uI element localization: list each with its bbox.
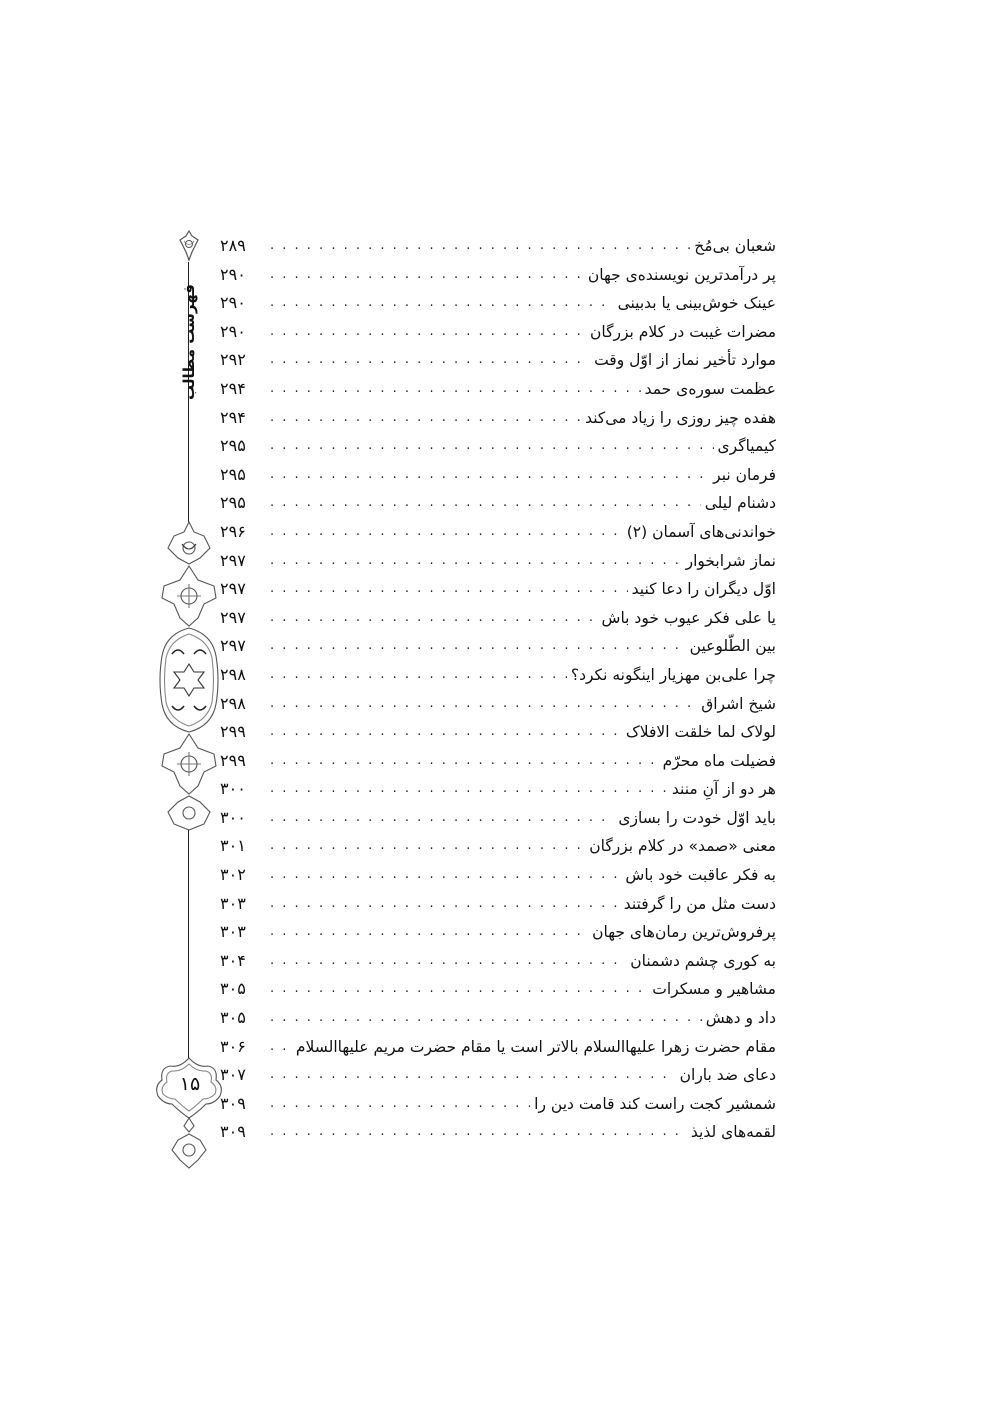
toc-entry-title: بین الطّلوعین	[689, 637, 776, 656]
toc-entry-page: ۲۹۷	[220, 550, 246, 570]
toc-entry[interactable]	[220, 918, 776, 947]
toc-entry[interactable]	[220, 489, 776, 518]
toc-entry-title: دشنام لیلی	[704, 494, 776, 513]
toc-entry-title: یا علی فکر عیوب خود باش	[601, 608, 776, 627]
leader-dots	[270, 547, 682, 576]
toc-entry-title: لولاک لما خلقت الافلاک	[625, 723, 776, 742]
toc-entry-page: ۳۰۰	[220, 807, 246, 827]
medallion-chain-ornament-icon	[154, 520, 224, 830]
toc-entry[interactable]	[220, 547, 776, 576]
toc-entry-title: خواندنی‌های آسمان (۲)	[626, 522, 776, 541]
top-finial-ornament-icon	[176, 230, 202, 264]
leader-dots	[270, 632, 686, 661]
leader-dots	[270, 575, 628, 604]
toc-entry-page: ۳۰۴	[220, 950, 246, 970]
toc-entry-page: ۲۹۷	[220, 607, 246, 627]
leader-dots	[270, 518, 623, 547]
toc-entry[interactable]	[220, 261, 776, 290]
leader-dots	[270, 404, 581, 433]
leader-dots	[270, 1033, 292, 1062]
toc-entry-page: ۲۹۸	[220, 664, 246, 684]
toc-entry-page: ۲۹۵	[220, 464, 246, 484]
toc-entry-page: ۳۰۲	[220, 865, 246, 885]
toc-entry[interactable]	[220, 604, 776, 633]
toc-entry-title: دست مثل من را گرفتند	[623, 894, 776, 913]
toc-entry-title: به کوری چشم دشمنان	[630, 951, 776, 970]
toc-entry[interactable]	[220, 318, 776, 347]
toc-entry-title: شمشیر کجت راست کند قامت دین را	[534, 1094, 776, 1113]
toc-entry[interactable]	[220, 890, 776, 919]
toc-entry[interactable]	[220, 461, 776, 490]
toc-entry-page: ۲۹۷	[220, 579, 246, 599]
toc-entry-title: لقمه‌های لذیذ	[690, 1123, 776, 1142]
toc-entry-page: ۲۹۰	[220, 293, 246, 313]
toc-entry[interactable]	[220, 346, 776, 375]
leader-dots	[270, 918, 588, 947]
toc-entry-title: معنی «صمد» در کلام بزرگان	[589, 837, 776, 856]
toc-entry-title: عینک خوش‌بینی یا بدبینی	[617, 294, 776, 313]
leader-dots	[270, 346, 590, 375]
toc-entry[interactable]	[220, 632, 776, 661]
toc-entry[interactable]	[220, 518, 776, 547]
leader-dots	[270, 489, 701, 518]
toc-entry-title: پر درآمدترین نویسنده‌ی جهان	[587, 265, 776, 284]
leader-dots	[270, 804, 614, 833]
leader-dots	[270, 318, 586, 347]
page-number: ۱۵	[179, 1073, 201, 1095]
leader-dots	[270, 289, 614, 318]
toc-entry-page: ۲۹۷	[220, 636, 246, 656]
leader-dots	[270, 975, 648, 1004]
toc-entry-page: ۳۰۱	[220, 836, 246, 856]
toc-entry-title: نماز شرابخوار	[685, 551, 776, 570]
toc-entry-title: شیخ اشراق	[701, 694, 776, 713]
toc-entry-page: ۳۰۰	[220, 779, 246, 799]
leader-dots	[270, 832, 585, 861]
toc-entry-title: دعای ضد باران	[679, 1066, 776, 1085]
toc-entry-title: باید اوّل خودت را بسازی	[618, 808, 776, 827]
toc-entry-page: ۲۹۰	[220, 264, 246, 284]
toc-entry[interactable]	[220, 804, 776, 833]
toc-entry-page: ۲۹۵	[220, 436, 246, 456]
toc-entry-title: عظمت سوره‌ی حمد	[644, 379, 776, 398]
toc-entry-page: ۲۹۶	[220, 521, 246, 541]
leader-dots	[270, 375, 641, 404]
side-ornament-column	[150, 230, 230, 1170]
toc-entry-title: فضیلت ماه محرّم	[662, 751, 776, 770]
table-of-contents	[220, 232, 776, 1147]
toc-entry-title: مشاهیر و مسکرات	[652, 980, 776, 999]
toc-entry-title: فرمان نبر	[713, 465, 776, 484]
leader-dots	[270, 232, 690, 261]
leader-dots	[270, 461, 709, 490]
leader-dots	[270, 604, 598, 633]
leader-dots	[270, 261, 584, 290]
toc-entry-page: ۳۰۳	[220, 893, 246, 913]
toc-entry[interactable]	[220, 975, 776, 1004]
toc-entry-title: چرا علی‌بن مهزیار اینگونه نکرد؟	[570, 665, 776, 684]
toc-entry-page: ۳۰۹	[220, 1093, 246, 1113]
leader-dots	[270, 1004, 702, 1033]
toc-entry-title: داد و دهش	[705, 1009, 776, 1028]
toc-entry-title: شعبان بی‌مُخ	[694, 237, 776, 255]
leader-dots	[270, 1118, 687, 1147]
leader-dots	[270, 890, 620, 919]
toc-entry-title: موارد تأخیر نماز از اوّل وقت	[594, 351, 776, 370]
toc-entry-title: هفده چیز روزی را زیاد می‌کند	[585, 408, 776, 427]
toc-entry-title: به فکر عاقبت خود باش	[625, 866, 776, 885]
toc-entry-page: ۲۹۵	[220, 493, 246, 513]
leader-dots	[270, 1090, 530, 1119]
toc-entry-title: مقام حضرت زهرا علیهاالسلام بالاتر است یا مقام حضرت مریم علیهاالسلام	[295, 1037, 776, 1056]
toc-entry[interactable]	[220, 718, 776, 747]
toc-entry-page: ۳۰۵	[220, 1008, 246, 1028]
toc-entry-page: ۳۰۳	[220, 922, 246, 942]
bottom-vertical-rule	[188, 830, 189, 1058]
toc-entry-page: ۲۹۹	[220, 750, 246, 770]
toc-entry-title: مضرات غیبت در کلام بزرگان	[589, 322, 776, 341]
toc-entry-title: پرفروش‌ترین رمان‌های جهان	[592, 923, 776, 942]
toc-entry-page: ۲۹۴	[220, 407, 246, 427]
toc-entry[interactable]	[220, 1004, 776, 1033]
toc-entry-page: ۲۹۲	[220, 350, 246, 370]
toc-entry[interactable]	[220, 404, 776, 433]
toc-entry-page: ۲۹۰	[220, 321, 246, 341]
leader-dots	[270, 861, 621, 890]
leader-dots	[270, 775, 668, 804]
toc-entry[interactable]	[220, 661, 776, 690]
leader-dots	[270, 718, 622, 747]
leader-dots	[270, 432, 714, 461]
toc-entry-page: ۳۰۷	[220, 1065, 246, 1085]
toc-entry[interactable]	[220, 775, 776, 804]
toc-entry[interactable]	[220, 747, 776, 776]
toc-entry[interactable]	[220, 432, 776, 461]
leader-dots	[270, 690, 697, 719]
toc-entry[interactable]	[220, 289, 776, 318]
toc-entry-page: ۳۰۵	[220, 979, 246, 999]
toc-entry[interactable]	[220, 947, 776, 976]
toc-entry[interactable]	[220, 1090, 776, 1119]
toc-entry[interactable]	[220, 375, 776, 404]
toc-entry-page: ۳۰۹	[220, 1122, 246, 1142]
toc-entry-title: کیمیاگری	[717, 437, 776, 456]
toc-entry-page: ۳۰۶	[220, 1036, 246, 1056]
toc-entry[interactable]	[220, 861, 776, 890]
toc-entry[interactable]	[220, 1061, 776, 1090]
leader-dots	[270, 747, 659, 776]
toc-entry-title: هر دو از آنِ منند	[671, 780, 776, 799]
toc-entry[interactable]	[220, 690, 776, 719]
toc-entry-page: ۲۹۴	[220, 378, 246, 398]
toc-entry-title: اوّل دیگران را دعا کنید	[631, 580, 776, 599]
leader-dots	[270, 1061, 676, 1090]
toc-entry[interactable]	[220, 1033, 776, 1062]
toc-entry-page: ۲۸۹	[220, 236, 246, 255]
toc-entry[interactable]	[220, 832, 776, 861]
leader-dots	[270, 661, 567, 690]
toc-entry[interactable]	[220, 575, 776, 604]
toc-entry-page: ۲۹۸	[220, 693, 246, 713]
section-title-vertical: فهرست مطالب	[180, 284, 198, 400]
toc-entry-page: ۲۹۹	[220, 722, 246, 742]
leader-dots	[270, 947, 626, 976]
toc-entry[interactable]	[220, 232, 776, 261]
toc-entry[interactable]	[220, 1118, 776, 1147]
